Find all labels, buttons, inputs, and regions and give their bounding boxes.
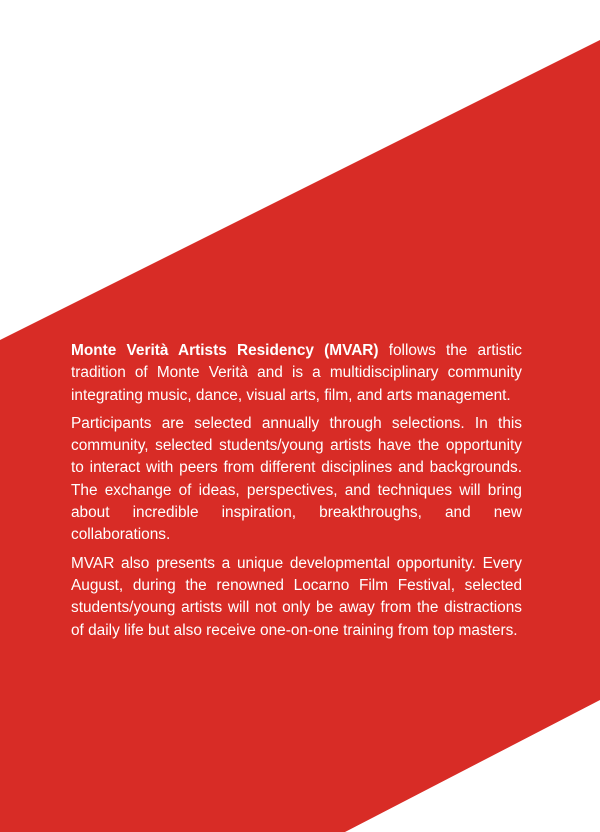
paragraph-1 xyxy=(71,340,522,407)
residency-name: Monte Verità Artists Residency (MVAR) xyxy=(71,342,379,359)
paragraph-2: Participants are selected annually through selections. In this community, selected students/young artists have the opportunity to interact with peers from different disciplines and backgrounds. The exchange of ideas, perspectives, and techniques will bring about incredible inspiration, breakthroughs, and new collaborations. xyxy=(71,414,522,544)
intro-text-block xyxy=(71,340,522,648)
paragraph-3: MVAR also presents a unique developmental opportunity. Every August, during the renowned Locarno Film Festival, selected students/young artists will not only be away from the distractions of daily life but also receive one-on-one training from top masters. xyxy=(71,554,522,639)
paragraph-1-text: follows the artistic tradition of Monte Verità and is a multidisciplinary community integrating music, dance, visual arts, film, and arts management. xyxy=(71,342,522,404)
